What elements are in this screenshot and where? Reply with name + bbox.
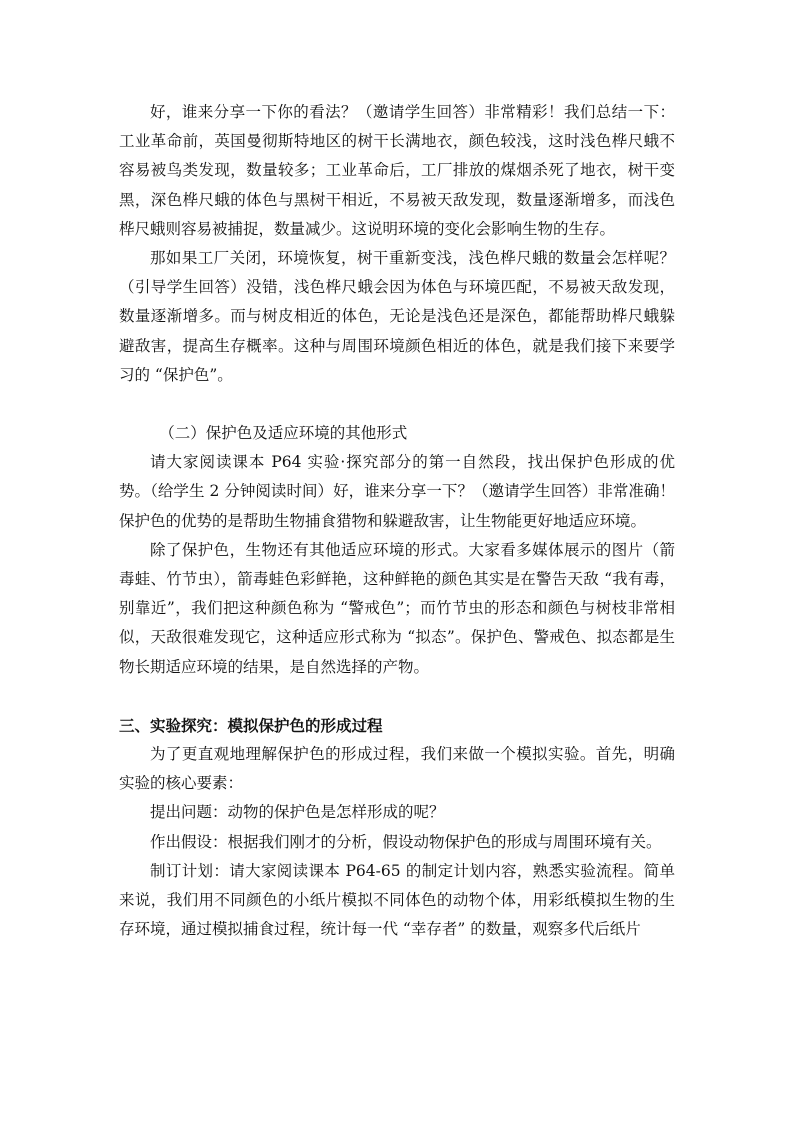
paragraph-plan: 制订计划：请大家阅读课本 P64-65 的制定计划内容，熟悉实验流程。简单来说，我们用不同颜色的小纸片模拟不同体色的动物个体，用彩纸模拟生物的生存环境，通过模拟捕食过程，统计每一代 “幸存者” 的数量，观察多代后纸片: [119, 861, 675, 939]
paragraph-gap: [119, 682, 675, 711]
paragraph-gap: [119, 390, 675, 419]
paragraph-other-adaptations: 除了保护色，生物还有其他适应环境的形式。大家看多媒体展示的图片（箭毒蛙、竹节虫），箭毒蛙色彩鲜艳，这种鲜艳的颜色其实是在警告天敌 “我有毒，别靠近”，我们把这种颜色称为 “警戒色”；而竹节虫的形态和颜色与树枝非常相似，天敌很难发现它，这种适应形式称为 “拟态”。保护色、警戒色、拟态都是生物长期适应环境的结果，是自然选择的产物。: [119, 540, 675, 676]
paragraph-reading-task: 请大家阅读课本 P64 实验·探究部分的第一自然段，找出保护色形成的优势。（给学生 2 分钟阅读时间）好，谁来分享一下？（邀请学生回答）非常准确！保护色的优势的是帮助生物捕食猎物和躲避敌害，让生物能更好地适应环境。: [119, 453, 675, 530]
paragraph-hypothesis: 作出假设：根据我们刚才的分析，假设动物保护色的形成与周围环境有关。: [150, 832, 662, 851]
paragraph-question: 提出问题：动物的保护色是怎样形成的呢？: [150, 803, 445, 822]
paragraph-experiment-intro: 为了更直观地理解保护色的形成过程，我们来做一个模拟实验。首先，明确实验的核心要素：: [119, 745, 675, 793]
paragraph-protective-color-intro: 那如果工厂关闭，环境恢复，树干重新变浅，浅色桦尺蛾的数量会怎样呢？（引导学生回答）没错，浅色桦尺蛾会因为体色与环境匹配，不易被天敌发现，数量逐渐增多。而与树皮相近的体色，无论是浅色还是深色，都能帮助桦尺蛾躲避敌害，提高生存概率。这种与周围环境颜色相近的体色，就是我们接下来要学习的 “保护色”。: [119, 249, 675, 384]
section-two-heading: （二）保护色及适应环境的其他形式: [159, 424, 408, 443]
paragraph-summary-industrial-revolution: 好，谁来分享一下你的看法？（邀请学生回答）非常精彩！我们总结一下：工业革命前，英国曼彻斯特地区的树干长满地衣，颜色较浅，这时浅色桦尺蛾不容易被鸟类发现，数量较多；工业革命后，工厂排放的煤烟杀死了地衣，树干变黑，深色桦尺蛾的体色与黑树干相近，不易被天敌发现，数量逐渐增多，而浅色桦尺蛾则容易被捕捉，数量减少。这说明环境的变化会影响生物的生存。: [119, 103, 675, 238]
section-three-heading: 三、实验探究：模拟保护色的形成过程: [119, 715, 383, 735]
